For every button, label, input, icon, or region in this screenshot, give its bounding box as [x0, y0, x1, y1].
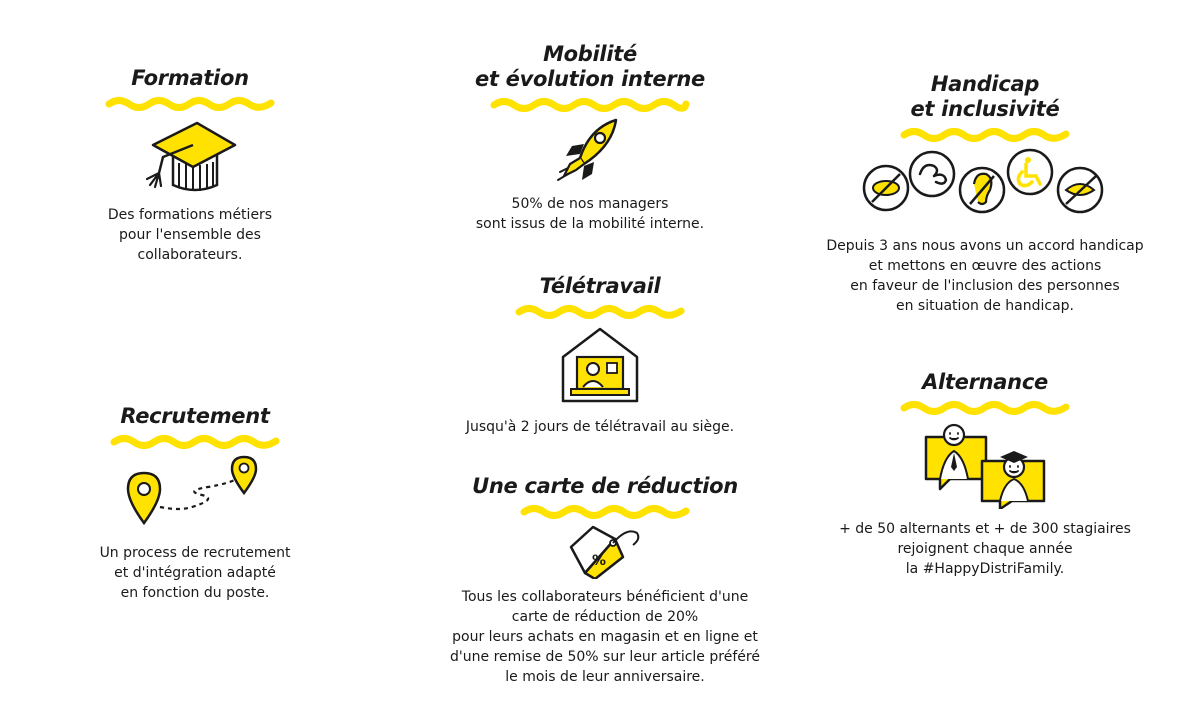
title-line: Mobilité	[543, 42, 637, 66]
description-line: en situation de handicap.	[896, 298, 1074, 314]
section-teletravail	[430, 274, 770, 437]
description-line: carte de réduction de 20%	[511, 609, 699, 625]
title-line: et évolution interne	[474, 67, 705, 91]
map-pins-path-icon	[120, 453, 270, 529]
description-line: d'une remise de 50% sur leur article préféré	[450, 649, 760, 665]
section-title: Alternance	[922, 370, 1048, 394]
description-line: rejoignent chaque année	[897, 541, 1073, 557]
section-title: Recrutement	[120, 404, 270, 428]
description-line: le mois de leur anniversaire.	[505, 669, 705, 685]
yellow-underline	[110, 433, 280, 449]
section-mobilite	[430, 42, 750, 234]
description-line: Depuis 3 ans nous avons un accord handicap	[826, 238, 1144, 254]
section-title: Formation	[131, 66, 249, 90]
section-title: Une carte de réduction	[472, 474, 738, 498]
title-line: Handicap	[930, 72, 1040, 96]
section-formation	[70, 66, 310, 265]
description-line: pour leurs achats en magasin et en ligne et	[452, 629, 758, 645]
section-title: Télétravail	[539, 274, 661, 298]
description-line: Jusqu'à 2 jours de télétravail au siège.	[465, 419, 735, 435]
section-description	[420, 587, 790, 687]
discount-tag-icon	[565, 517, 645, 579]
description-line: pour l'ensemble des	[119, 227, 261, 243]
yellow-underline	[105, 95, 275, 111]
graduation-cap-icon	[135, 115, 245, 197]
rocket-icon	[550, 114, 630, 186]
yellow-underline	[900, 399, 1070, 415]
description-line: la #HappyDistriFamily.	[905, 561, 1065, 577]
section-description	[70, 205, 310, 265]
section-alternance	[800, 370, 1170, 579]
description-line: et d'intégration adapté	[114, 565, 276, 581]
section-title	[430, 42, 750, 92]
yellow-underline	[515, 303, 685, 319]
description-line: Tous les collaborateurs bénéficient d'une	[461, 589, 749, 605]
section-description	[430, 194, 750, 234]
section-description	[800, 236, 1170, 316]
section-recrutement	[75, 404, 315, 603]
description-line: + de 50 alternants et + de 300 stagiaires	[839, 521, 1131, 537]
section-handicap	[800, 72, 1170, 316]
section-title	[800, 72, 1170, 122]
students-chat-icon	[920, 421, 1050, 509]
description-line: sont issus de la mobilité interne.	[475, 216, 705, 232]
description-line: en fonction du poste.	[120, 585, 270, 601]
description-line: collaborateurs.	[137, 247, 243, 263]
description-line: 50% de nos managers	[511, 196, 669, 212]
yellow-underline	[900, 126, 1070, 142]
section-carte-reduction	[420, 474, 790, 687]
section-description	[430, 417, 770, 437]
yellow-underline	[490, 96, 690, 112]
description-line: Des formations métiers	[107, 207, 273, 223]
home-laptop-icon	[555, 323, 645, 405]
section-description	[800, 519, 1170, 579]
section-description	[75, 543, 315, 603]
tag-percent-text: %	[591, 553, 607, 569]
description-line: en faveur de l'inclusion des personnes	[850, 278, 1120, 294]
description-line: Un process de recrutement	[99, 545, 291, 561]
title-line: et inclusivité	[910, 97, 1060, 121]
description-line: et mettons en œuvre des actions	[868, 258, 1102, 274]
accessibility-icons	[860, 148, 1110, 218]
